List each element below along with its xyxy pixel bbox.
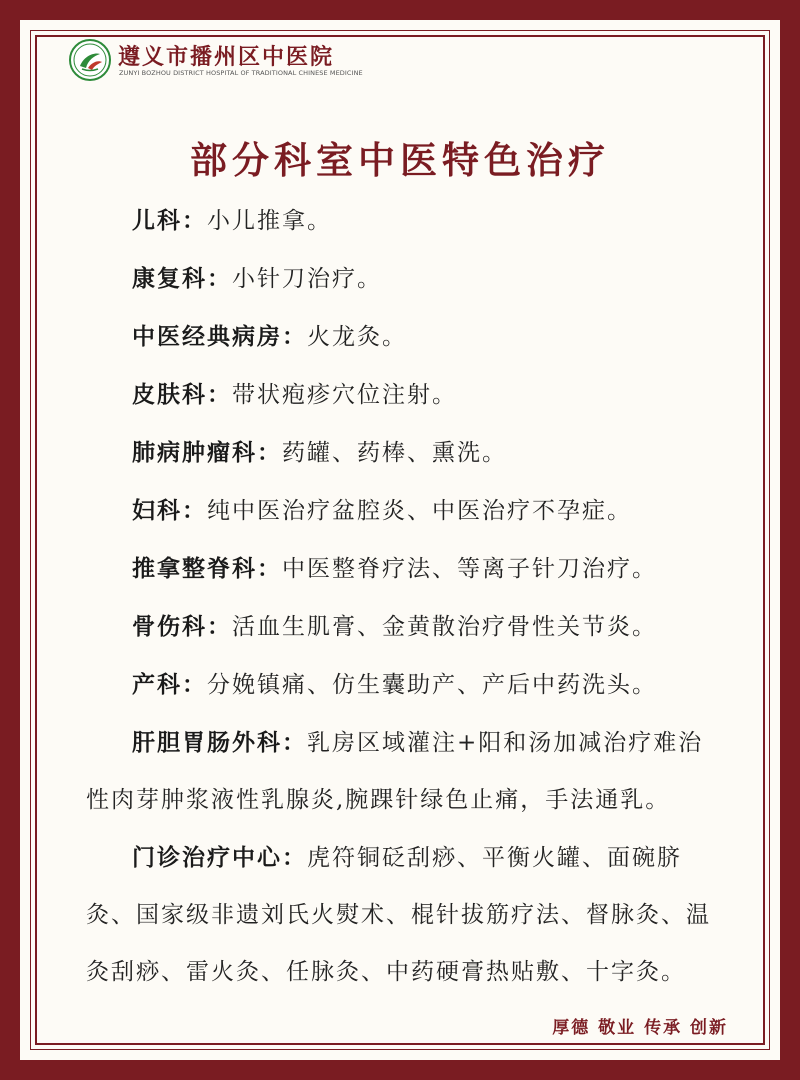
- list-item: [86, 829, 726, 1001]
- department-name: 推拿整脊科：: [132, 555, 282, 582]
- hospital-name: 遵义市播州区中医院: [118, 44, 335, 70]
- treatment-text: 分娩镇痛、仿生囊助产、产后中药洗头。: [207, 672, 657, 698]
- treatment-text: 药罐、药棒、熏洗。: [282, 440, 507, 466]
- treatment-text: 中医整脊疗法、等离子针刀治疗。: [282, 556, 657, 582]
- treatment-text: 乳房区域灌注+阳和汤加减治疗难治性肉芽肿浆液性乳腺炎,腕踝针绿色止痛，手法通乳。: [86, 730, 704, 813]
- list-item: [86, 714, 726, 829]
- hospital-header: [68, 36, 628, 96]
- list-item: [86, 366, 726, 424]
- treatment-list: [86, 192, 726, 1001]
- department-name: 中医经典病房：: [132, 323, 307, 350]
- hospital-motto: 厚德 敬业 传承 创新: [552, 1018, 728, 1038]
- list-item: [86, 424, 726, 482]
- treatment-text: 虎符铜砭刮痧、平衡火罐、面碗脐灸、国家级非遗刘氏火熨术、棍针拔筋疗法、督脉灸、温灸刮痧、雷火灸、任脉灸、中药硬膏热贴敷、十字灸。: [86, 845, 711, 985]
- department-name: 妇科：: [132, 497, 207, 524]
- department-name: 康复科：: [132, 265, 232, 292]
- list-item: [86, 598, 726, 656]
- department-name: 皮肤科：: [132, 381, 232, 408]
- poster-board: [20, 20, 780, 1060]
- department-name: 儿科：: [132, 207, 207, 234]
- treatment-text: 火龙灸。: [307, 324, 407, 350]
- list-item: [86, 308, 726, 366]
- treatment-text: 小针刀治疗。: [232, 266, 382, 292]
- department-name: 产科：: [132, 671, 207, 698]
- treatment-text: 小儿推拿。: [207, 208, 332, 234]
- list-item: [86, 540, 726, 598]
- treatment-text: 活血生肌膏、金黄散治疗骨性关节炎。: [232, 614, 657, 640]
- department-name: 肝胆胃肠外科：: [132, 729, 307, 756]
- list-item: [86, 192, 726, 250]
- department-name: 骨伤科：: [132, 613, 232, 640]
- list-item: [86, 250, 726, 308]
- hospital-name-english: ZUNYI BOZHOU DISTRICT HOSPITAL OF TRADITIONAL CHINESE MEDICINE: [119, 69, 363, 77]
- hospital-logo-icon: [68, 38, 112, 82]
- treatment-text: 带状疱疹穴位注射。: [232, 382, 457, 408]
- list-item: [86, 482, 726, 540]
- department-name: 肺病肿瘤科：: [132, 439, 282, 466]
- treatment-text: 纯中医治疗盆腔炎、中医治疗不孕症。: [207, 498, 632, 524]
- list-item: [86, 656, 726, 714]
- department-name: 门诊治疗中心：: [132, 844, 307, 871]
- poster-title: 部分科室中医特色治疗: [190, 139, 610, 182]
